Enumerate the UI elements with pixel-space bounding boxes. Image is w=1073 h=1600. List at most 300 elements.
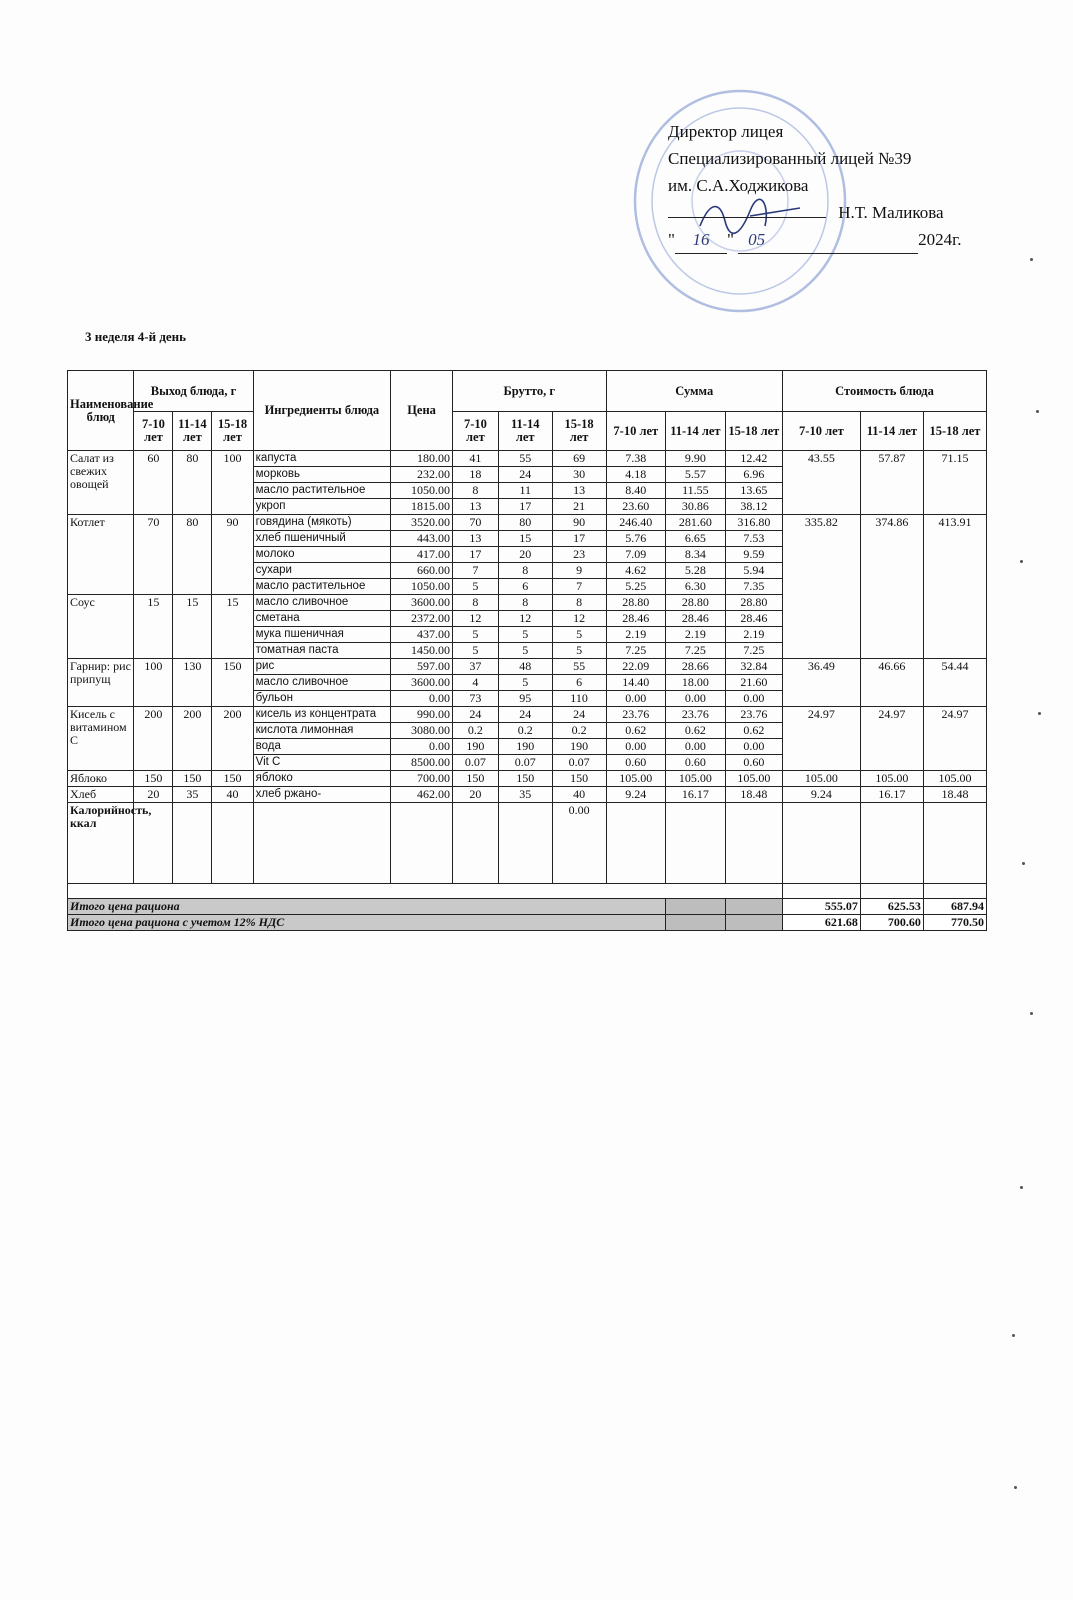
brutto-value: 9 [552, 563, 606, 579]
sum-value: 9.59 [725, 547, 782, 563]
scan-dot [1014, 1486, 1017, 1489]
ingredient-price: 1050.00 [391, 579, 453, 595]
brutto-value: 17 [552, 531, 606, 547]
dish-yield: 150 [134, 771, 173, 787]
brutto-value: 30 [552, 467, 606, 483]
total-value: 625.53 [860, 899, 923, 915]
sum-value: 5.25 [606, 579, 666, 595]
sum-value: 7.38 [606, 451, 666, 467]
header-age3: 15-18 лет [552, 412, 606, 451]
scan-dot [1038, 712, 1041, 715]
brutto-value: 13 [452, 531, 498, 547]
header-age3: 15-18 лет [725, 412, 782, 451]
dish-name: Кисель с витамином С [68, 707, 134, 771]
brutto-value: 8 [552, 595, 606, 611]
ingredient-price: 990.00 [391, 707, 453, 723]
sum-value: 0.60 [606, 755, 666, 771]
spacer-row [68, 884, 987, 899]
dish-yield: 15 [173, 595, 212, 659]
dish-yield: 40 [212, 787, 253, 803]
total-value: 700.60 [860, 915, 923, 931]
sum-value: 0.00 [606, 739, 666, 755]
empty-cell [782, 884, 860, 899]
sum-value: 8.40 [606, 483, 666, 499]
dish-yield: 80 [173, 515, 212, 595]
brutto-value: 37 [452, 659, 498, 675]
approval-month: 05 [738, 226, 918, 254]
dish-yield: 15 [212, 595, 253, 659]
brutto-value: 95 [498, 691, 552, 707]
sum-value: 0.60 [666, 755, 726, 771]
ingredient-price: 700.00 [391, 771, 453, 787]
sum-value: 0.00 [666, 691, 726, 707]
total-label: Итого цена рациона с учетом 12% НДС [68, 915, 666, 931]
brutto-value: 8 [452, 483, 498, 499]
brutto-value: 5 [498, 627, 552, 643]
sum-value: 21.60 [725, 675, 782, 691]
dish-name: Яблоко [68, 771, 134, 787]
table-row [68, 515, 987, 531]
brutto-value: 80 [498, 515, 552, 531]
ingredient-name: говядина (мякоть) [253, 515, 390, 531]
ingredient-price: 462.00 [391, 787, 453, 803]
dish-cost: 24.97 [860, 707, 923, 771]
dish-yield: 20 [134, 787, 173, 803]
calories-value: 0.00 [552, 803, 606, 884]
sum-value: 7.25 [606, 643, 666, 659]
dish-yield: 150 [212, 771, 253, 787]
header-age2: 11-14 лет [498, 412, 552, 451]
dish-cost: 43.55 [782, 451, 860, 515]
scan-dot [1012, 1334, 1015, 1337]
ingredient-price: 2372.00 [391, 611, 453, 627]
brutto-value: 6 [498, 579, 552, 595]
dish-yield: 150 [212, 659, 253, 707]
brutto-value: 190 [552, 739, 606, 755]
ingredient-price: 3520.00 [391, 515, 453, 531]
header-age1: 7-10 лет [134, 412, 173, 451]
header-cost: Стоимость блюда [782, 371, 986, 412]
sum-value: 16.17 [666, 787, 726, 803]
ingredient-name: вода [253, 739, 390, 755]
sum-value: 8.34 [666, 547, 726, 563]
ingredient-name: кисель из концентрата [253, 707, 390, 723]
sum-value: 0.60 [725, 755, 782, 771]
dish-cost: 54.44 [923, 659, 986, 707]
total-label: Итого цена рациона [68, 899, 666, 915]
dish-cost: 105.00 [860, 771, 923, 787]
table-row [68, 659, 987, 675]
header-sum: Сумма [606, 371, 782, 412]
sum-value: 11.55 [666, 483, 726, 499]
empty-cell [860, 803, 923, 884]
header-ingredients: Ингредиенты блюда [253, 371, 390, 451]
sum-value: 28.80 [666, 595, 726, 611]
sum-value: 2.19 [666, 627, 726, 643]
dish-cost: 46.66 [860, 659, 923, 707]
approval-school-name: им. С.А.Ходжикова [668, 176, 809, 195]
brutto-value: 55 [498, 451, 552, 467]
director-name: Н.Т. Маликова [838, 203, 944, 222]
table-row [68, 771, 987, 787]
dish-cost: 36.49 [782, 659, 860, 707]
approval-year: 2024г. [918, 230, 962, 249]
empty-cell [391, 803, 453, 884]
table-row [68, 451, 987, 467]
header-price: Цена [391, 371, 453, 451]
dish-yield: 90 [212, 515, 253, 595]
brutto-value: 5 [452, 579, 498, 595]
total-row [68, 899, 987, 915]
approval-school: Специализированный лицей №39 [668, 149, 912, 168]
ingredient-name: сухари [253, 563, 390, 579]
sum-value: 28.80 [606, 595, 666, 611]
empty-cell [860, 884, 923, 899]
sum-value: 23.76 [725, 707, 782, 723]
sum-value: 0.62 [725, 723, 782, 739]
calories-label: Калорийность, ккал [68, 803, 134, 884]
brutto-value: 41 [452, 451, 498, 467]
sum-value: 28.46 [606, 611, 666, 627]
dish-yield: 150 [173, 771, 212, 787]
sum-value: 30.86 [666, 499, 726, 515]
brutto-value: 190 [498, 739, 552, 755]
ingredient-name: масло сливочное [253, 675, 390, 691]
dish-cost: 105.00 [782, 771, 860, 787]
brutto-value: 24 [498, 467, 552, 483]
approval-date-line: " 16 " 05 2024г. [668, 226, 961, 254]
ingredient-price: 437.00 [391, 627, 453, 643]
dish-cost: 18.48 [923, 787, 986, 803]
empty-cell [782, 803, 860, 884]
brutto-value: 5 [498, 643, 552, 659]
empty-cell [452, 803, 498, 884]
dish-cost: 105.00 [923, 771, 986, 787]
dish-cost: 24.97 [782, 707, 860, 771]
ingredient-price: 3600.00 [391, 675, 453, 691]
sum-value: 4.18 [606, 467, 666, 483]
sum-value: 0.00 [725, 691, 782, 707]
approval-signature-line [668, 199, 961, 226]
sum-value: 32.84 [725, 659, 782, 675]
ingredient-price: 660.00 [391, 563, 453, 579]
dish-name: Котлет [68, 515, 134, 595]
ingredient-name: морковь [253, 467, 390, 483]
brutto-value: 8 [498, 595, 552, 611]
ingredient-price: 232.00 [391, 467, 453, 483]
ingredient-price: 3080.00 [391, 723, 453, 739]
sum-value: 0.00 [606, 691, 666, 707]
sum-value: 5.76 [606, 531, 666, 547]
dish-yield: 100 [134, 659, 173, 707]
brutto-value: 40 [552, 787, 606, 803]
ingredient-name: хлеб ржано- [253, 787, 390, 803]
table-row [68, 787, 987, 803]
brutto-value: 5 [452, 627, 498, 643]
brutto-value: 70 [452, 515, 498, 531]
sum-value: 105.00 [725, 771, 782, 787]
ingredient-price: 0.00 [391, 691, 453, 707]
dish-cost: 24.97 [923, 707, 986, 771]
ingredient-price: 597.00 [391, 659, 453, 675]
sum-value: 14.40 [606, 675, 666, 691]
ingredient-name: кислота лимонная [253, 723, 390, 739]
empty-cell [725, 899, 782, 915]
sum-value: 13.65 [725, 483, 782, 499]
brutto-value: 5 [452, 643, 498, 659]
total-value: 687.94 [923, 899, 986, 915]
sum-value: 5.57 [666, 467, 726, 483]
brutto-value: 8 [498, 563, 552, 579]
brutto-value: 20 [452, 787, 498, 803]
brutto-value: 7 [452, 563, 498, 579]
dish-cost: 335.82 [782, 515, 860, 659]
dish-name: Гарнир: рис припущ [68, 659, 134, 707]
ingredient-name: бульон [253, 691, 390, 707]
ingredient-name: мука пшеничная [253, 627, 390, 643]
ingredient-price: 417.00 [391, 547, 453, 563]
sum-value: 0.62 [606, 723, 666, 739]
empty-cell [725, 803, 782, 884]
dish-yield: 200 [173, 707, 212, 771]
empty-cell [173, 803, 212, 884]
ingredient-name: рис [253, 659, 390, 675]
approval-day: 16 [675, 226, 727, 254]
ingredient-price: 1815.00 [391, 499, 453, 515]
brutto-value: 24 [552, 707, 606, 723]
brutto-value: 0.2 [552, 723, 606, 739]
sum-value: 7.25 [666, 643, 726, 659]
brutto-value: 0.07 [452, 755, 498, 771]
sum-value: 9.90 [666, 451, 726, 467]
brutto-value: 35 [498, 787, 552, 803]
empty-cell [923, 884, 986, 899]
empty-cell [212, 803, 253, 884]
brutto-value: 12 [452, 611, 498, 627]
dish-yield: 200 [134, 707, 173, 771]
brutto-value: 15 [498, 531, 552, 547]
menu-table [67, 370, 987, 931]
header-age3: 15-18 лет [923, 412, 986, 451]
sum-value: 5.28 [666, 563, 726, 579]
empty-cell [666, 899, 726, 915]
brutto-value: 90 [552, 515, 606, 531]
total-value: 555.07 [782, 899, 860, 915]
brutto-value: 17 [452, 547, 498, 563]
dish-name: Соус [68, 595, 134, 659]
sum-value: 12.42 [725, 451, 782, 467]
ingredient-price: 443.00 [391, 531, 453, 547]
table-row [68, 707, 987, 723]
ingredient-price: 180.00 [391, 451, 453, 467]
dish-cost: 413.91 [923, 515, 986, 659]
brutto-value: 0.07 [498, 755, 552, 771]
brutto-value: 11 [498, 483, 552, 499]
brutto-value: 24 [498, 707, 552, 723]
brutto-value: 20 [498, 547, 552, 563]
dish-cost: 16.17 [860, 787, 923, 803]
brutto-value: 13 [452, 499, 498, 515]
brutto-value: 8 [452, 595, 498, 611]
sum-value: 38.12 [725, 499, 782, 515]
ingredient-name: молоко [253, 547, 390, 563]
header-age2: 11-14 лет [173, 412, 212, 451]
brutto-value: 12 [498, 611, 552, 627]
ingredient-price: 1050.00 [391, 483, 453, 499]
sum-value: 9.24 [606, 787, 666, 803]
sum-value: 23.76 [666, 707, 726, 723]
brutto-value: 0.2 [452, 723, 498, 739]
week-title: 3 неделя 4-й день [85, 329, 187, 344]
brutto-value: 13 [552, 483, 606, 499]
brutto-value: 73 [452, 691, 498, 707]
empty-cell [253, 803, 390, 884]
brutto-value: 150 [498, 771, 552, 787]
sum-value: 28.80 [725, 595, 782, 611]
scan-dot [1030, 1012, 1033, 1015]
brutto-value: 5 [552, 627, 606, 643]
brutto-value: 4 [452, 675, 498, 691]
dish-cost: 9.24 [782, 787, 860, 803]
sum-value: 28.66 [666, 659, 726, 675]
dish-yield: 200 [212, 707, 253, 771]
ingredient-name: яблоко [253, 771, 390, 787]
dish-yield: 60 [134, 451, 173, 515]
approval-block [668, 118, 961, 254]
brutto-value: 0.2 [498, 723, 552, 739]
dish-yield: 15 [134, 595, 173, 659]
sum-value: 5.94 [725, 563, 782, 579]
ingredient-price: 1450.00 [391, 643, 453, 659]
dish-cost: 374.86 [860, 515, 923, 659]
brutto-value: 110 [552, 691, 606, 707]
empty-cell [666, 803, 726, 884]
sum-value: 105.00 [666, 771, 726, 787]
sum-value: 7.25 [725, 643, 782, 659]
sum-value: 0.00 [725, 739, 782, 755]
brutto-value: 24 [452, 707, 498, 723]
ingredient-name: масло растительное [253, 579, 390, 595]
empty-cell [498, 803, 552, 884]
empty-cell [923, 803, 986, 884]
header-age1: 7-10 лет [452, 412, 498, 451]
sum-value: 23.76 [606, 707, 666, 723]
brutto-value: 7 [552, 579, 606, 595]
ingredient-name: хлеб пшеничный [253, 531, 390, 547]
header-name: Наименование блюд [68, 371, 134, 451]
brutto-value: 21 [552, 499, 606, 515]
sum-value: 18.48 [725, 787, 782, 803]
header-brutto: Брутто, г [452, 371, 606, 412]
ingredient-name: капуста [253, 451, 390, 467]
dish-name: Хлеб [68, 787, 134, 803]
brutto-value: 0.07 [552, 755, 606, 771]
sum-value: 281.60 [666, 515, 726, 531]
sum-value: 6.96 [725, 467, 782, 483]
total-row [68, 915, 987, 931]
brutto-value: 17 [498, 499, 552, 515]
sum-value: 0.62 [666, 723, 726, 739]
sum-value: 28.46 [666, 611, 726, 627]
sum-value: 246.40 [606, 515, 666, 531]
scan-dot [1030, 258, 1033, 261]
brutto-value: 12 [552, 611, 606, 627]
sum-value: 105.00 [606, 771, 666, 787]
ingredient-price: 0.00 [391, 739, 453, 755]
brutto-value: 6 [552, 675, 606, 691]
scan-dot [1020, 1186, 1023, 1189]
ingredient-name: укроп [253, 499, 390, 515]
brutto-value: 150 [552, 771, 606, 787]
sum-value: 316.80 [725, 515, 782, 531]
sum-value: 0.00 [666, 739, 726, 755]
ingredient-name: томатная паста [253, 643, 390, 659]
brutto-value: 48 [498, 659, 552, 675]
dish-yield: 35 [173, 787, 212, 803]
brutto-value: 5 [552, 643, 606, 659]
header-age1: 7-10 лет [606, 412, 666, 451]
brutto-value: 5 [498, 675, 552, 691]
dish-cost: 57.87 [860, 451, 923, 515]
dish-yield: 130 [173, 659, 212, 707]
sum-value: 18.00 [666, 675, 726, 691]
header-age2: 11-14 лет [666, 412, 726, 451]
header-yield: Выход блюда, г [134, 371, 253, 412]
brutto-value: 69 [552, 451, 606, 467]
ingredient-price: 3600.00 [391, 595, 453, 611]
sum-value: 2.19 [606, 627, 666, 643]
sum-value: 4.62 [606, 563, 666, 579]
empty-cell [68, 884, 783, 899]
calories-row [68, 803, 987, 884]
brutto-value: 18 [452, 467, 498, 483]
sum-value: 2.19 [725, 627, 782, 643]
sum-value: 6.30 [666, 579, 726, 595]
total-value: 770.50 [923, 915, 986, 931]
brutto-value: 190 [452, 739, 498, 755]
sum-value: 22.09 [606, 659, 666, 675]
ingredient-name: масло сливочное [253, 595, 390, 611]
scan-dot [1022, 862, 1025, 865]
sum-value: 7.09 [606, 547, 666, 563]
dish-yield: 70 [134, 515, 173, 595]
dish-yield: 100 [212, 451, 253, 515]
ingredient-name: масло растительное [253, 483, 390, 499]
scan-dot [1036, 410, 1039, 413]
brutto-value: 150 [452, 771, 498, 787]
sum-value: 28.46 [725, 611, 782, 627]
dish-cost: 71.15 [923, 451, 986, 515]
dish-yield: 80 [173, 451, 212, 515]
brutto-value: 23 [552, 547, 606, 563]
ingredient-name: Vit C [253, 755, 390, 771]
header-age1: 7-10 лет [782, 412, 860, 451]
sum-value: 7.35 [725, 579, 782, 595]
header-age2: 11-14 лет [860, 412, 923, 451]
sum-value: 7.53 [725, 531, 782, 547]
sum-value: 6.65 [666, 531, 726, 547]
empty-cell [725, 915, 782, 931]
brutto-value: 55 [552, 659, 606, 675]
header-age3: 15-18 лет [212, 412, 253, 451]
scan-dot [1020, 560, 1023, 563]
approval-title: Директор лицея [668, 122, 784, 141]
dish-name: Салат из свежих овощей [68, 451, 134, 515]
sum-value: 23.60 [606, 499, 666, 515]
ingredient-price: 8500.00 [391, 755, 453, 771]
ingredient-name: сметана [253, 611, 390, 627]
empty-cell [666, 915, 726, 931]
